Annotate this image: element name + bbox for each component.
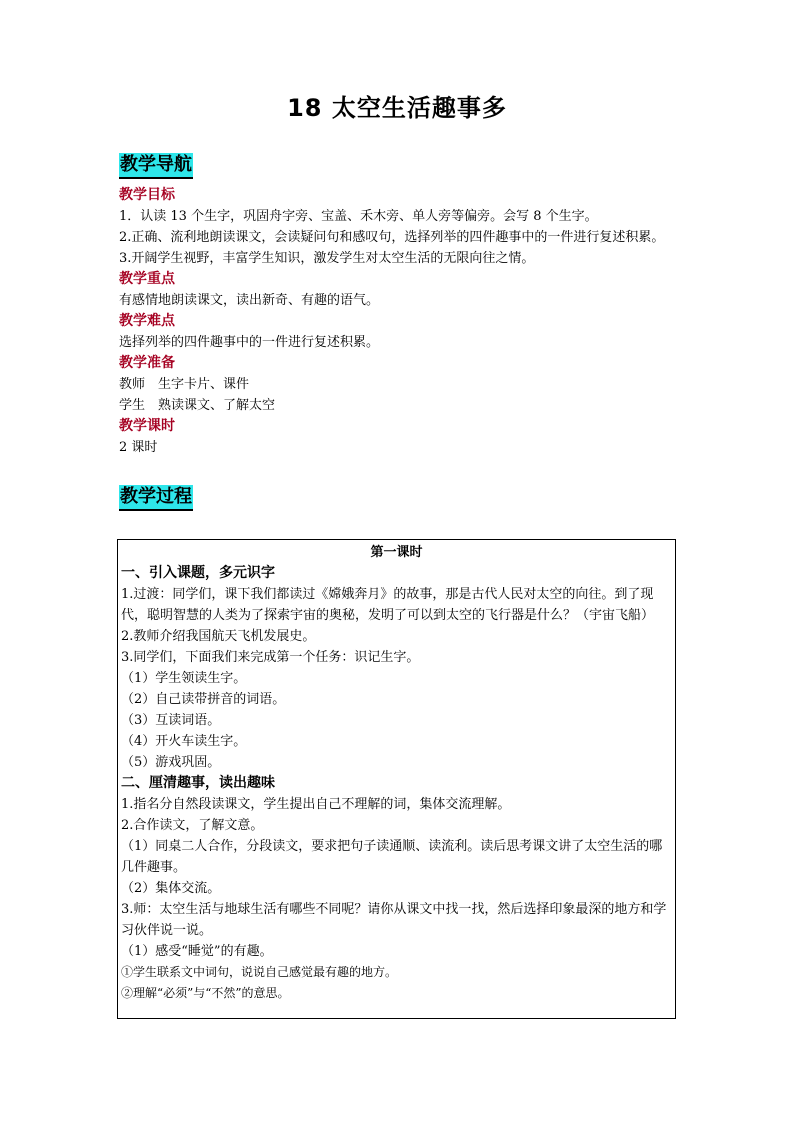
objective-item: 3.开阔学生视野，丰富学生知识，激发学生对太空生活的无限向往之情。: [119, 251, 535, 266]
hours-text: 2 课时: [119, 440, 158, 455]
lesson-line: （5）游戏巩固。: [121, 755, 221, 770]
lesson-title: 第一课时: [370, 545, 423, 560]
lesson-line: （1）学生领读生字。: [121, 671, 247, 686]
lesson-line: （2）自己读带拼音的词语。: [121, 692, 286, 707]
lesson-line: ②理解“必须”与“不然”的意思。: [121, 986, 290, 1000]
lesson-line: （1）同桌二人合作，分段读文，要求把句子读通顺、读流利。读后思考课文讲了太空生活的哪几件趣事。: [121, 839, 663, 875]
objective-item: 2.正确、流利地朗读课文，会读疑问句和感叹句，选择列举的四件趣事中的一件进行复述积累。: [119, 230, 665, 245]
key-points-text: 有感情地朗读课文，读出新奇、有趣的语气。: [119, 293, 380, 308]
lesson-line: （4）开火车读生字。: [121, 734, 247, 749]
lesson-box: [117, 539, 676, 1019]
lesson-line: 1.指名分自然段读课文，学生提出自己不理解的词，集体交流理解。: [121, 797, 511, 812]
part2-heading: 二、厘清趣事，读出趣味: [121, 775, 275, 791]
difficulties-text: 选择列举的四件趣事中的一件进行复述积累。: [119, 335, 380, 350]
lesson-line: 3.师：太空生活与地球生活有哪些不同呢？请你从课文中找一找，然后选择印象最深的地方和学习伙伴说一说。: [121, 902, 667, 938]
preparation-heading: 教学准备: [119, 355, 175, 371]
page-title: 18 太空生活趣事多: [287, 94, 507, 122]
lesson-line: 1.过渡：同学们，课下我们都读过《嫦娥奔月》的故事，那是古代人民对太空的向往。到了现代，聪明智慧的人类为了探索宇宙的奥秘，发明了可以到太空的飞行器是什么？（宇宙飞船）: [121, 587, 655, 623]
lesson-line: 2.合作读文，了解文意。: [121, 818, 264, 833]
lesson-line: （1）感受“睡觉”的有趣。: [121, 944, 273, 959]
objectives-heading: 教学目标: [119, 187, 175, 203]
objective-item: 1．认读 13 个生字，巩固舟字旁、宝盖、禾木旁、单人旁等偏旁。会写 8 个生字。: [119, 209, 598, 224]
lesson-line: ①学生联系文中词句，说说自己感觉最有趣的地方。: [121, 965, 398, 979]
preparation-item: 教师 生字卡片、课件: [119, 377, 250, 392]
teaching-navigation-heading: 教学导航: [119, 153, 193, 179]
navigation-section: [119, 185, 679, 458]
lesson-line: （2）集体交流。: [121, 881, 221, 896]
lesson-line: （3）互读词语。: [121, 713, 221, 728]
teaching-process-heading: 教学过程: [119, 485, 193, 511]
key-points-heading: 教学重点: [119, 271, 175, 287]
preparation-item: 学生 熟读课文、了解太空: [119, 398, 276, 413]
difficulties-heading: 教学难点: [119, 313, 175, 329]
lesson-line: 3.同学们，下面我们来完成第一个任务：识记生字。: [121, 650, 420, 665]
lesson-line: 2.教师介绍我国航天飞机发展史。: [121, 629, 316, 644]
part1-heading: 一、引入课题，多元识字: [121, 565, 275, 581]
hours-heading: 教学课时: [119, 418, 175, 434]
